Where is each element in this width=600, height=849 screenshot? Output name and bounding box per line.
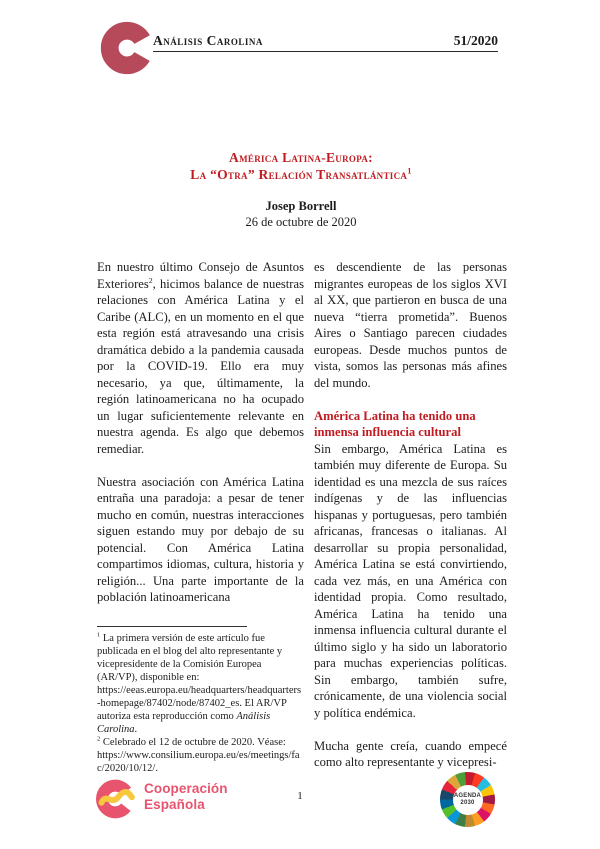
agenda-2030-ring <box>440 772 495 827</box>
publication-name: Análisis Carolina <box>153 33 263 48</box>
footnotes <box>97 632 304 775</box>
body-paragraph-5: Mucha gente creía, cuando empecé como alto representante y vicepresi- <box>314 738 507 769</box>
article-title-line2: La “Otra” Relación Transatlántica$^1$ <box>190 166 412 182</box>
body-paragraph-2: Nuestra asociación con América Latina entraña una paradoja: a pesar de tener mucho en común, nuestras interacciones siguen estando muy por debajo de su potencial. Con América Latina compartimos idiomas, cultura, historia y religión... Una parte importante de la población latinoamericana <box>97 474 304 604</box>
footnote-1: $^1$ La primera versión de este artículo fue publicada en el blog del alto representante y vicepresidente de la Comisión Europea (AR/VP), disponible en: https://eeas.europa.eu/headquarters/headquarters-homepage/87402/node/87402_es. El AR/VP autoriza esta reproducción como Análisis Carolina. <box>97 631 302 735</box>
body-paragraph-4: Sin embargo, América Latina es también muy diferente de Europa. Su identidad es una mezcla de sus raíces indígenas y de las influencias hispanas y portuguesas, pero también africanas, francesas o italianas. Al desarrollar su propia personalidad, América Latina se está convirtiendo, cada vez más, en una América con identidad propia. Como resultado, América Latina ha tenido una inmensa influencia cultural durante el último siglo y ha sido un laboratorio para muchas experiencias políticas. Sin embargo, también sufre, crónicamente, de una violencia social y política endémica. <box>314 441 507 720</box>
footnote-1-marker: 1 <box>97 631 101 639</box>
agenda-2030-icon <box>440 772 495 827</box>
footnote-2: $^2$ Celebrado el 12 de octubre de 2020. Véase: https://www.consilium.europa.eu/es/meetings/fac/2020/10/12/. <box>97 735 300 774</box>
page-number: 1 <box>297 790 303 802</box>
footnote-2-marker: 2 <box>97 735 101 743</box>
author-name: Josep Borrell <box>265 199 337 213</box>
cooperacion-line2: Española <box>144 796 205 812</box>
header-divider <box>153 51 498 52</box>
right-text-column <box>314 259 507 787</box>
agenda-2030-label: AGENDA 2030 <box>453 785 483 815</box>
section-heading: América Latina ha tenido una inmensa influencia cultural <box>314 408 476 439</box>
byline <box>96 198 506 230</box>
article-title <box>96 149 506 183</box>
footnote-1-publication-italic: Análisis Carolina <box>97 711 271 735</box>
issue-number: 51/2020 <box>453 33 498 48</box>
carolina-logo-icon <box>100 20 154 76</box>
publication-date: 26 de octubre de 2020 <box>245 215 357 229</box>
footnote-divider <box>97 626 247 627</box>
title-footnote-ref: 1 <box>407 166 412 176</box>
left-text-column <box>97 259 304 622</box>
body-paragraph-3: es descendiente de las personas migrantes europeas de los siglos XVI al XX, que partieron en busca de una nueva “tierra prometida”. Buenos Aires o Santiago parecen ciudades europeas. Desde muchos puntos de vista, somos las personas más afines del mundo. <box>314 260 507 390</box>
body-paragraph-1: En nuestro último Consejo de Asuntos Exteriores$^2$, hicimos balance de nuestras relaciones con América Latina y el Caribe (ALC), en un momento en el que esta región está atravesando una crisis dramática debido a la pandemia causada por la COVID-19. Ello era muy necesario, ya que, últimamente, la región latinoamericana no ha ocupado un lugar suficientemente relevante en nuestra agenda. Es algo que debemos remediar. <box>97 260 304 456</box>
cooperacion-line1: Cooperación <box>144 781 228 796</box>
footnote-ref-2: 2 <box>148 275 153 285</box>
article-title-line1: América Latina-Europa: <box>229 150 373 165</box>
page-header <box>153 33 498 49</box>
